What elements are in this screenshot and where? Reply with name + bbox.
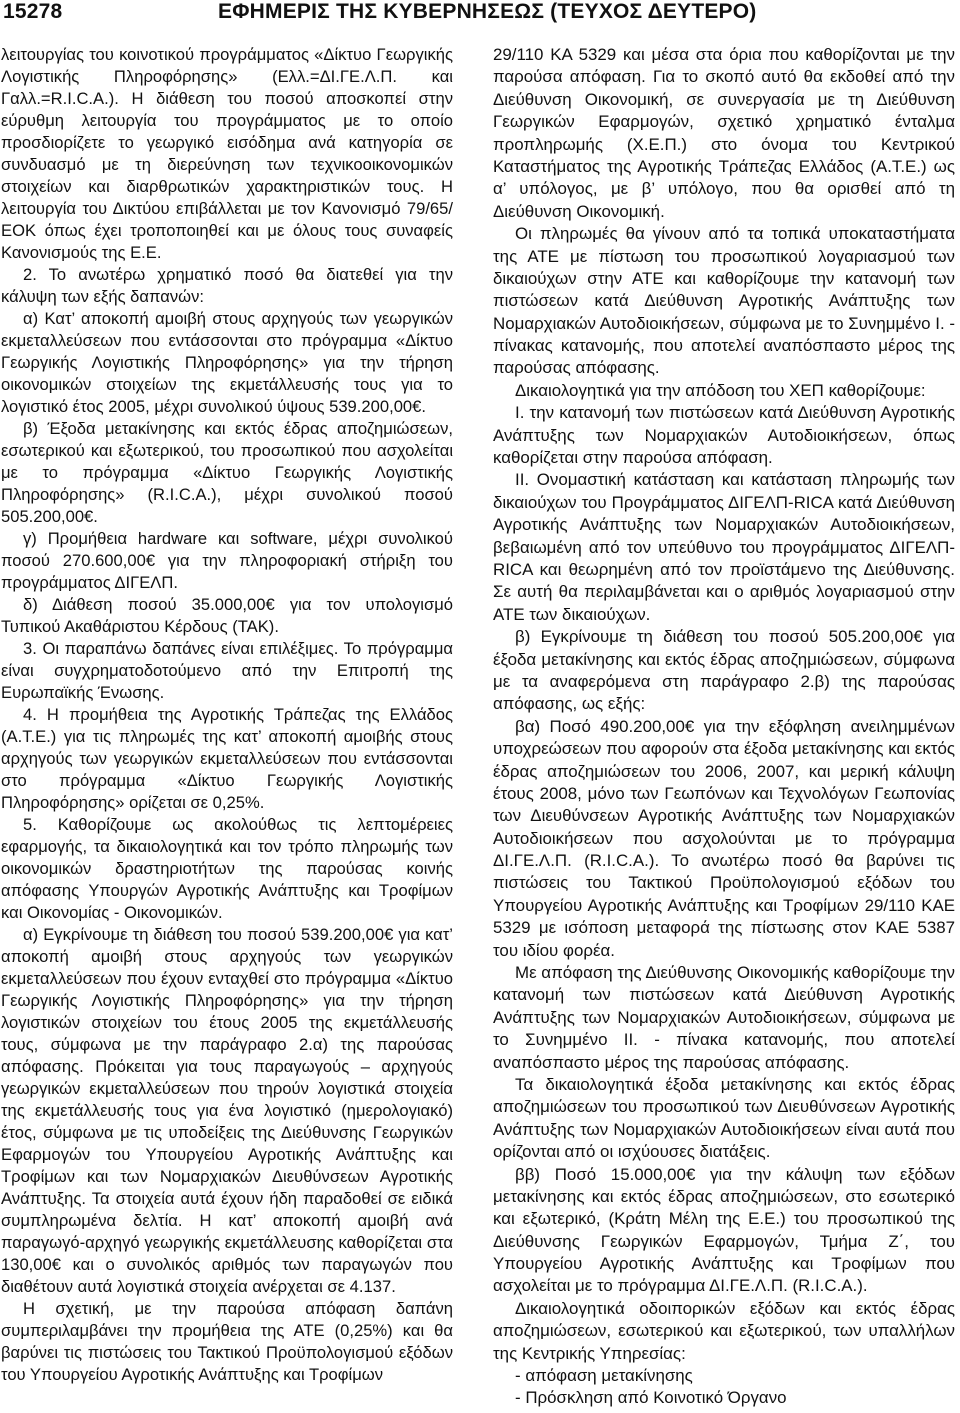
paragraph: Η σχετική, με την παρούσα απόφαση δαπάνη συμπεριλαμβάνει την προμήθεια της ΑΤΕ (0,25%) και θα βαρύνει τις πιστώσεις του Τακτικού Προϋπολογισμού εξόδων του Υπουργείου Αγροτικής Ανάπτυξης και Τροφίμων <box>1 1299 453 1384</box>
gazette-title: ΕΦΗΜΕΡΙΣ ΤΗΣ ΚΥΒΕΡΝΗΣΕΩΣ (ΤΕΥΧΟΣ ΔΕΥΤΕΡΟ) <box>218 0 757 23</box>
paragraph: βα) Ποσό 490.200,00€ για την εξόφληση ανειλημμένων υποχρεώσεων που αφορούν στα έξοδα μετακίνησης και εκτός έδρας αποζημιώσεων του 2006, 2007, και μερική κάλυψη έτους 2008, μόνο των Γεωπόνων και Τεχνολόγων Γεωπονίας των Διευθύνσεων Αγροτικής Ανάπτυξης των Νομαρχιακών Αυτοδιοικήσεων που ασχολούνται με το πρόγραμμα ΔΙ.ΓΕ.Λ.Π. (R.I.C.A.). Το ανωτέρω ποσό θα βαρύνει τις πιστώσεις του Τακτικού Προϋπολογισμού εξόδων του Υπουργείου Αγροτικής Ανάπτυξης και Τροφίμων 29/110 ΚΑΕ 5329 με ισόποση μεταφορά της πίστωσης στον ΚΑΕ 5387 του ιδίου φορέα. <box>493 716 955 960</box>
left-column <box>1 44 453 1386</box>
paragraph: 2. Το ανωτέρω χρηματικό ποσό θα διατεθεί για την κάλυψη των εξής δαπανών: <box>1 265 453 306</box>
paragraph: 4. Η προμήθεια της Αγροτικής Τράπεζας της Ελλάδος (Α.Τ.Ε.) για τις πληρωμές της κατ’ αποκοπή αμοιβής στους αρχηγούς των γεωργικών εκμεταλλεύσεων που εντάσσονται στο πρόγραμμα «Δίκτυο Γεωργικής Λογιστικής Πληροφόρησης» ορίζεται σε 0,25%. <box>1 705 453 812</box>
list-item: - απόφαση μετακίνησης <box>515 1366 693 1386</box>
paragraph: β) Εγκρίνουμε τη διάθεση του ποσού 505.200,00€ για έξοδα μετακίνησης και εκτός έδρας αποζημιώσεων, σύμφωνα με τα αναφερόμενα στη παράγραφο 2.β) της παρούσας απόφασης, ως εξής: <box>493 627 955 714</box>
paragraph: ββ) Ποσό 15.000,00€ για την κάλυψη των εξόδων μετακίνησης και εκτός έδρας αποζημιώσεων, στο εσωτερικό και εξωτερικό, (Κράτη Μέλη της Ε.Ε.) του προσωπικού της Διεύθυνσης Γεωργικών Εφαρμογών, Τμήμα Ζ΄, του Υπουργείου Αγροτικής Ανάπτυξης και Τροφίμων που ασχολείται με το πρόγραμμα ΔΙ.ΓΕ.Λ.Π. (R.I.C.A.). <box>493 1164 955 1296</box>
paragraph: Ι. την κατανομή των πιστώσεων κατά Διεύθυνση Αγροτικής Ανάπτυξης των Νομαρχιακών Αυτοδιοικήσεων, όπως καθορίζεται στην παρούσα απόφαση. <box>493 403 955 468</box>
paragraph: 5. Καθορίζουμε ως ακολούθως τις λεπτομέρειες εφαρμογής, τα δικαιολογητικά και τον τρόπο πληρωμής των οικονομικών δραστηριοτήτων της παρούσας κοινής απόφασης Υπουργών Αγροτικής Ανάπτυξης και Τροφίμων και Οικονομίας - Οικονομικών. <box>1 815 453 922</box>
paragraph: δ) Διάθεση ποσού 35.000,00€ για τον υπολογισμό Τυπικού Ακαθάριστου Κέρδους (ΤΑΚ). <box>1 595 453 636</box>
paragraph: α) Κατ’ αποκοπή αμοιβή στους αρχηγούς των γεωργικών εκμεταλλεύσεων που εντάσσονται στο πρόγραμμα «Δίκτυο Γεωργικής Λογιστικής Πληροφόρησης» για την τήρηση οικονομικών στοιχείων της εκμετάλλευσής τους για το λογιστικό έτος 2005, μέχρι συνολικού ύψους 539.200,00€. <box>1 309 453 416</box>
paragraph: Δικαιολογητικά οδοιπορικών εξόδων και εκτός έδρας αποζημιώσεων, εσωτερικού και εξωτερικού, των υπαλλήλων της Κεντρικής Υπηρεσίας: <box>493 1298 955 1363</box>
paragraph: β) Έξοδα μετακίνησης και εκτός έδρας αποζημιώσεων, εσωτερικού και εξωτερικού, του προσωπικού που ασχολείται με το πρόγραμμα «Δίκτυο Γεωργικής Λογιστικής Πληροφόρησης» (R.I.C.A.), μέχρι συνολικού ποσού 505.200,00€. <box>1 419 453 526</box>
paragraph: λειτουργίας του κοινοτικού προγράμματος «Δίκτυο Γεωργικής Λογιστικής Πληροφόρησης» (Ελλ.=ΔΙ.ΓΕ.Λ.Π. και Γαλλ.=R.I.C.A.). Η διάθεση του ποσού αποσκοπεί στην εύρυθμη λειτουργία του προγράμματος με το οποίο προσδιορίζετε το γεωργικό εισόδημα ανά κατηγορία σε συνδυασμό με τη διερεύνηση των τεχνικοοικονομικών στοιχείων και διαρθρωτικών χαρακτηριστικών τους. Η λειτουργία του Δικτύου επιβάλλεται με τον Κανονισμό 79/65/ΕΟΚ όπως έχει τροποποιηθεί και με όλους τους συναφείς Κανονισμούς της Ε.Ε. <box>1 45 453 262</box>
paragraph: Οι πληρωμές θα γίνουν από τα τοπικά υποκαταστήματα της ΑΤΕ με πίστωση του προσωπικού λογαριασμού των δικαιούχων στην ΑΤΕ και καθορίζουμε την κατανομή των πιστώσεων κατά Διεύθυνση Αγροτικής Ανάπτυξης των Νομαρχιακών Αυτοδιοικήσεων, σύμφωνα με το Συνημμένο Ι. - πίνακας κατανομής, που αποτελεί αναπόσπαστο μέρος της παρούσας απόφασης. <box>493 224 955 378</box>
paragraph: 3. Οι παραπάνω δαπάνες είναι επιλέξιμες. Το πρόγραμμα είναι συγχρηματοδοτούμενο από την Επιτροπή της Ευρωπαϊκής Ένωσης. <box>1 639 453 702</box>
paragraph: γ) Προμήθεια hardware και software, μέχρι συνολικού ποσού 270.600,00€ για την πληροφοριακή στήριξη του προγράμματος ΔΙΓΕΛΠ. <box>1 529 453 592</box>
paragraph: Δικαιολογητικά για την απόδοση του ΧΕΠ καθορίζουμε: <box>515 380 926 400</box>
list-item: - Πρόσκληση από Κοινοτικό Όργανο <box>515 1388 787 1408</box>
page-number: 15278 <box>3 0 63 23</box>
paragraph: 29/110 ΚΑ 5329 και μέσα στα όρια που καθορίζονται με την παρούσα απόφαση. Για το σκοπό αυτό θα εκδοθεί από την Διεύθυνση Οικονομική, σε συνεργασία με τη Διεύθυνση Γεωργικών Εφαρμογών, σχετικό χρηματικό ένταλμα προπληρωμής (Χ.Ε.Π.) στο όνομα του Κεντρικού Καταστήματος της Αγροτικής Τράπεζας Ελλάδος (Α.Τ.Ε.) ως α’ υπόλογος, με β’ υπόλογο, που θα ορισθεί από τη Διεύθυνση Οικονομική. <box>493 45 955 221</box>
paragraph: Με απόφαση της Διεύθυνσης Οικονομικής καθορίζουμε την κατανομή των πιστώσεων κατά Διεύθυνση Αγροτικής Ανάπτυξης των Νομαρχιακών Αυτοδιοικήσεων, σύμφωνα με το Συνημμένο ΙΙ. - πίνακα κατανομής, που αποτελεί αναπόσπαστο μέρος της παρούσας απόφασης. <box>493 963 955 1072</box>
paragraph: Τα δικαιολογητικά έξοδα μετακίνησης και εκτός έδρας αποζημιώσεων του προσωπικού των Διευθύνσεων Αγροτικής Ανάπτυξης των Νομαρχιακών Αυτοδιοικήσεων είναι αυτά που ορίζονται από οι ισχύουσες διατάξεις. <box>493 1074 955 1162</box>
paragraph: α) Εγκρίνουμε τη διάθεση του ποσού 539.200,00€ για κατ’ αποκοπή αμοιβή στους αρχηγούς των γεωργικών εκμεταλλεύσεων που έχουν ενταχθεί στο πρόγραμμα «Δίκτυο Γεωργικής Λογιστικής Πληροφόρησης» για την τήρηση λογιστικών στοιχείων του έτους 2005 της εκμετάλλευσής τους, σύμφωνα με την παράγραφο 2.α) της παρούσας απόφασης. Πρόκειται για τους παραγωγούς – αρχηγούς γεωργικών εκμεταλλεύσεων που τηρούν λογιστικά στοιχεία της εκμετάλλευσής τους για ένα λογιστικό (ημερολογιακό) έτος, σύμφωνα με τις υποδείξεις της Διεύθυνσης Γεωργικών Εφαρμογών του Υπουργείου Αγροτικής Ανάπτυξης και Τροφίμων και των Νομαρχιακών Διευθύνσεων Αγροτικής Ανάπτυξης. Τα στοιχεία αυτά έχουν ήδη παραδοθεί σε ειδικά συμπληρωμένα δελτία. Η κατ’ αποκοπή αμοιβή ανά παραγωγό-αρχηγό γεωργικής εκμετάλλευσης καθορίζεται στα 130,00€ και ο συνολικός αριθμός των παραγωγών που διαθέτουν αυτά λογιστικά στοιχεία ανέρχεται σε 4.137. <box>1 925 453 1296</box>
paragraph: ΙΙ. Ονομαστική κατάσταση και κατάσταση πληρωμής των δικαιούχων του Προγράμματος ΔΙΓΕΛΠ-RICA κατά Διεύθυνση Αγροτικής Ανάπτυξης των Νομαρχιακών Αυτοδιοικήσεων, βεβαιωμένη από τον υπεύθυνο του προγράμματος ΔΙΓΕΛΠ-RICA και θεωρημένη από τον προϊστάμενο της Διεύθυνσης. Σε αυτή θα περιλαμβάνεται και ο αριθμός λογαριασμού στην ΑΤΕ των δικαιούχων. <box>493 470 955 624</box>
right-column <box>493 44 955 1410</box>
page-header <box>0 0 960 34</box>
